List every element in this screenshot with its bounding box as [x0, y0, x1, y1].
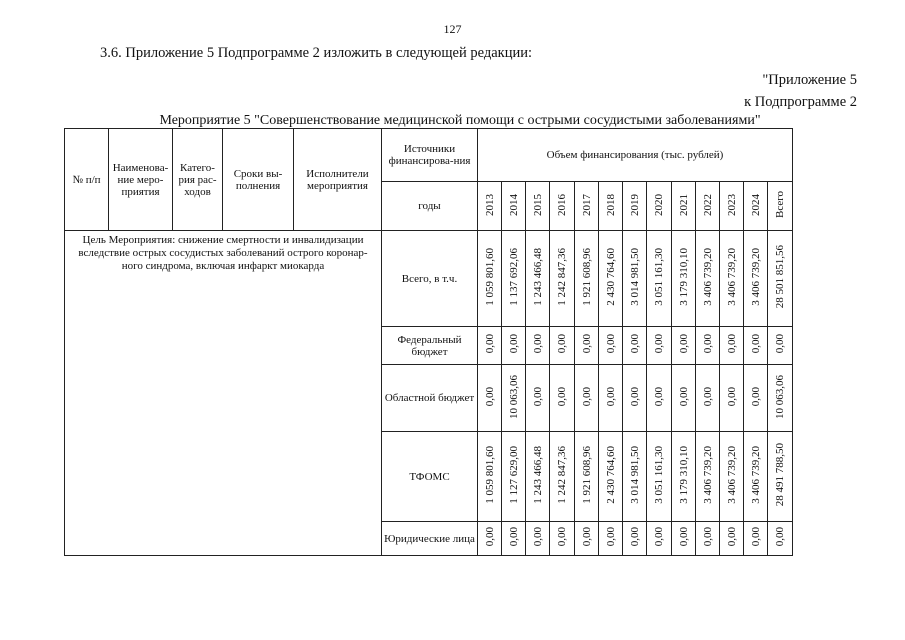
value-cell	[672, 327, 696, 365]
value-text: 1 921 608,96	[580, 446, 593, 504]
value-cell	[599, 231, 623, 327]
value-cell	[575, 327, 599, 365]
goal-text: Цель Мероприятия: снижение смертности и инвалидизации вследствие острых сосудистых заболеваний острого коронар-ного синдрома, включая инфаркт миокарда	[65, 231, 382, 556]
value-cell	[526, 327, 550, 365]
value-text: 0,00	[774, 527, 786, 547]
value-text: 0,00	[556, 386, 568, 407]
value-text: 0,00	[725, 527, 738, 547]
value-cell	[575, 432, 599, 522]
header-category: Катего-рия рас-ходов	[173, 129, 223, 231]
source-legal: Юридические лица	[382, 522, 478, 556]
header-sources: Источники финансирова-ния	[382, 129, 478, 182]
year-header	[599, 182, 623, 231]
value-text: 0,00	[701, 527, 714, 547]
header-years-label: годы	[382, 182, 478, 231]
value-text: 3 014 981,50	[628, 446, 641, 504]
page-number: 127	[443, 22, 462, 36]
year-header	[575, 182, 599, 231]
value-text: 0,00	[749, 334, 762, 354]
value-text: 0,00	[531, 527, 544, 547]
appendix-subtitle: к Подпрограмме 2	[744, 94, 857, 110]
value-text: 28 501 851,56	[774, 245, 786, 309]
value-cell	[623, 522, 647, 556]
value-text: 0,00	[749, 386, 762, 407]
value-text: 0,00	[628, 386, 641, 407]
value-cell	[599, 365, 623, 432]
value-text: 0,00	[556, 334, 568, 354]
value-cell	[502, 365, 526, 432]
value-text: 0,00	[628, 527, 641, 547]
value-cell	[599, 522, 623, 556]
source-federal: Федеральный бюджет	[382, 327, 478, 365]
value-text: 10 063,06	[774, 374, 786, 419]
value-text: 1 137 692,06	[507, 248, 520, 306]
value-cell	[744, 365, 768, 432]
value-cell	[575, 365, 599, 432]
value-text: 0,00	[725, 334, 738, 354]
value-cell	[768, 327, 793, 365]
value-text: 0,00	[604, 527, 617, 547]
value-text: 0,00	[604, 334, 617, 354]
value-text: 3 406 739,20	[749, 248, 762, 306]
value-text: 10 063,06	[507, 374, 520, 419]
header-terms: Сроки вы-полнения	[223, 129, 294, 231]
header-volume: Объем финансирования (тыс. рублей)	[478, 129, 793, 182]
value-cell	[502, 231, 526, 327]
value-text: 0,00	[628, 334, 641, 354]
value-cell	[526, 522, 550, 556]
value-text: 0,00	[580, 334, 593, 354]
value-cell	[647, 522, 672, 556]
value-text: 3 179 310,10	[677, 248, 690, 306]
value-text: 3 014 981,50	[628, 248, 641, 306]
year-label: 2013	[483, 193, 496, 216]
value-text: 0,00	[653, 527, 665, 547]
year-header	[647, 182, 672, 231]
value-cell	[672, 432, 696, 522]
value-cell	[768, 365, 793, 432]
year-label: 2021	[677, 193, 690, 216]
intro-text: 3.6. Приложение 5 Подпрограмме 2 изложить в следующей редакции:	[100, 45, 533, 61]
header-executors: Исполнители мероприятия	[294, 129, 382, 231]
value-cell	[696, 231, 720, 327]
value-text: 0,00	[725, 386, 738, 407]
value-text: 0,00	[556, 527, 568, 547]
value-cell	[696, 432, 720, 522]
value-text: 0,00	[701, 386, 714, 407]
year-label: 2014	[507, 193, 520, 216]
value-cell	[647, 365, 672, 432]
value-cell	[720, 432, 744, 522]
value-cell	[575, 231, 599, 327]
value-text: 0,00	[653, 386, 665, 407]
year-label: 2016	[556, 193, 568, 216]
value-cell	[478, 522, 502, 556]
value-cell	[696, 365, 720, 432]
source-total: Всего, в т.ч.	[382, 231, 478, 327]
value-cell	[550, 365, 575, 432]
value-text: 3 051 161,30	[653, 248, 665, 306]
value-cell	[526, 432, 550, 522]
value-cell	[478, 231, 502, 327]
value-text: 1 242 847,36	[556, 446, 568, 504]
table-title: Мероприятие 5 "Совершенствование медицинской помощи с острыми сосудистыми заболеваниями"	[159, 113, 761, 128]
value-cell	[526, 231, 550, 327]
value-cell	[696, 522, 720, 556]
value-text: 3 406 739,20	[725, 248, 738, 306]
value-cell	[720, 231, 744, 327]
value-text: 2 430 764,60	[604, 446, 617, 504]
value-text: 3 051 161,30	[653, 446, 665, 504]
value-text: 1 243 466,48	[531, 446, 544, 504]
value-text: 0,00	[507, 334, 520, 354]
value-text: 0,00	[483, 386, 496, 407]
value-text: 3 406 739,20	[749, 446, 762, 504]
year-header	[623, 182, 647, 231]
value-cell	[672, 365, 696, 432]
value-text: 0,00	[677, 527, 690, 547]
value-text: 1 242 847,36	[556, 248, 568, 306]
year-header	[696, 182, 720, 231]
value-text: 0,00	[483, 527, 496, 547]
value-cell	[502, 327, 526, 365]
financing-table	[64, 128, 793, 556]
year-header	[768, 182, 793, 231]
value-cell	[744, 522, 768, 556]
year-header	[672, 182, 696, 231]
value-cell	[478, 365, 502, 432]
value-cell	[672, 231, 696, 327]
value-cell	[768, 432, 793, 522]
year-label: Всего	[774, 191, 786, 218]
year-label: 2024	[749, 193, 762, 216]
value-text: 2 430 764,60	[604, 248, 617, 306]
source-regional: Областной бюджет	[382, 365, 478, 432]
value-cell	[526, 365, 550, 432]
value-cell	[478, 327, 502, 365]
value-text: 1 059 801,60	[483, 446, 496, 504]
value-cell	[623, 231, 647, 327]
year-header	[478, 182, 502, 231]
appendix-label: "Приложение 5	[762, 72, 857, 88]
year-label: 2019	[628, 193, 641, 216]
value-text: 0,00	[677, 334, 690, 354]
value-cell	[599, 327, 623, 365]
value-text: 28 491 788,50	[774, 443, 786, 507]
value-cell	[720, 365, 744, 432]
value-text: 0,00	[701, 334, 714, 354]
value-cell	[478, 432, 502, 522]
year-label: 2018	[604, 193, 617, 216]
value-text: 0,00	[604, 386, 617, 407]
value-text: 0,00	[580, 386, 593, 407]
value-text: 0,00	[531, 386, 544, 407]
value-cell	[768, 231, 793, 327]
value-text: 3 406 739,20	[701, 446, 714, 504]
value-cell	[502, 522, 526, 556]
value-text: 0,00	[774, 334, 786, 354]
value-text: 1 921 608,96	[580, 248, 593, 306]
value-text: 1 127 629,00	[507, 446, 520, 504]
value-cell	[744, 231, 768, 327]
value-cell	[502, 432, 526, 522]
year-label: 2022	[701, 193, 714, 216]
value-text: 0,00	[507, 527, 520, 547]
year-header	[720, 182, 744, 231]
value-cell	[550, 522, 575, 556]
value-text: 0,00	[580, 527, 593, 547]
value-text: 1 243 466,48	[531, 248, 544, 306]
value-cell	[599, 432, 623, 522]
year-label: 2017	[580, 193, 593, 216]
value-cell	[623, 365, 647, 432]
header-num: № п/п	[65, 129, 109, 231]
value-cell	[720, 522, 744, 556]
value-cell	[550, 432, 575, 522]
value-cell	[768, 522, 793, 556]
value-cell	[623, 327, 647, 365]
value-cell	[647, 327, 672, 365]
value-text: 3 179 310,10	[677, 446, 690, 504]
value-cell	[696, 327, 720, 365]
value-cell	[623, 432, 647, 522]
value-cell	[550, 231, 575, 327]
value-text: 3 406 739,20	[725, 446, 738, 504]
year-label: 2023	[725, 193, 738, 216]
value-text: 0,00	[531, 334, 544, 354]
value-text: 3 406 739,20	[701, 248, 714, 306]
value-text: 0,00	[483, 334, 496, 354]
value-text: 0,00	[677, 386, 690, 407]
year-header	[502, 182, 526, 231]
year-label: 2020	[653, 193, 665, 216]
year-header	[550, 182, 575, 231]
value-cell	[744, 432, 768, 522]
source-tfoms: ТФОМС	[382, 432, 478, 522]
year-header	[526, 182, 550, 231]
value-cell	[744, 327, 768, 365]
value-cell	[647, 432, 672, 522]
value-cell	[720, 327, 744, 365]
value-text: 0,00	[653, 334, 665, 354]
value-cell	[672, 522, 696, 556]
year-header	[744, 182, 768, 231]
header-name: Наименова-ние меро-приятия	[109, 129, 173, 231]
value-cell	[647, 231, 672, 327]
value-cell	[575, 522, 599, 556]
value-text: 1 059 801,60	[483, 248, 496, 306]
value-cell	[550, 327, 575, 365]
year-label: 2015	[531, 193, 544, 216]
value-text: 0,00	[749, 527, 762, 547]
